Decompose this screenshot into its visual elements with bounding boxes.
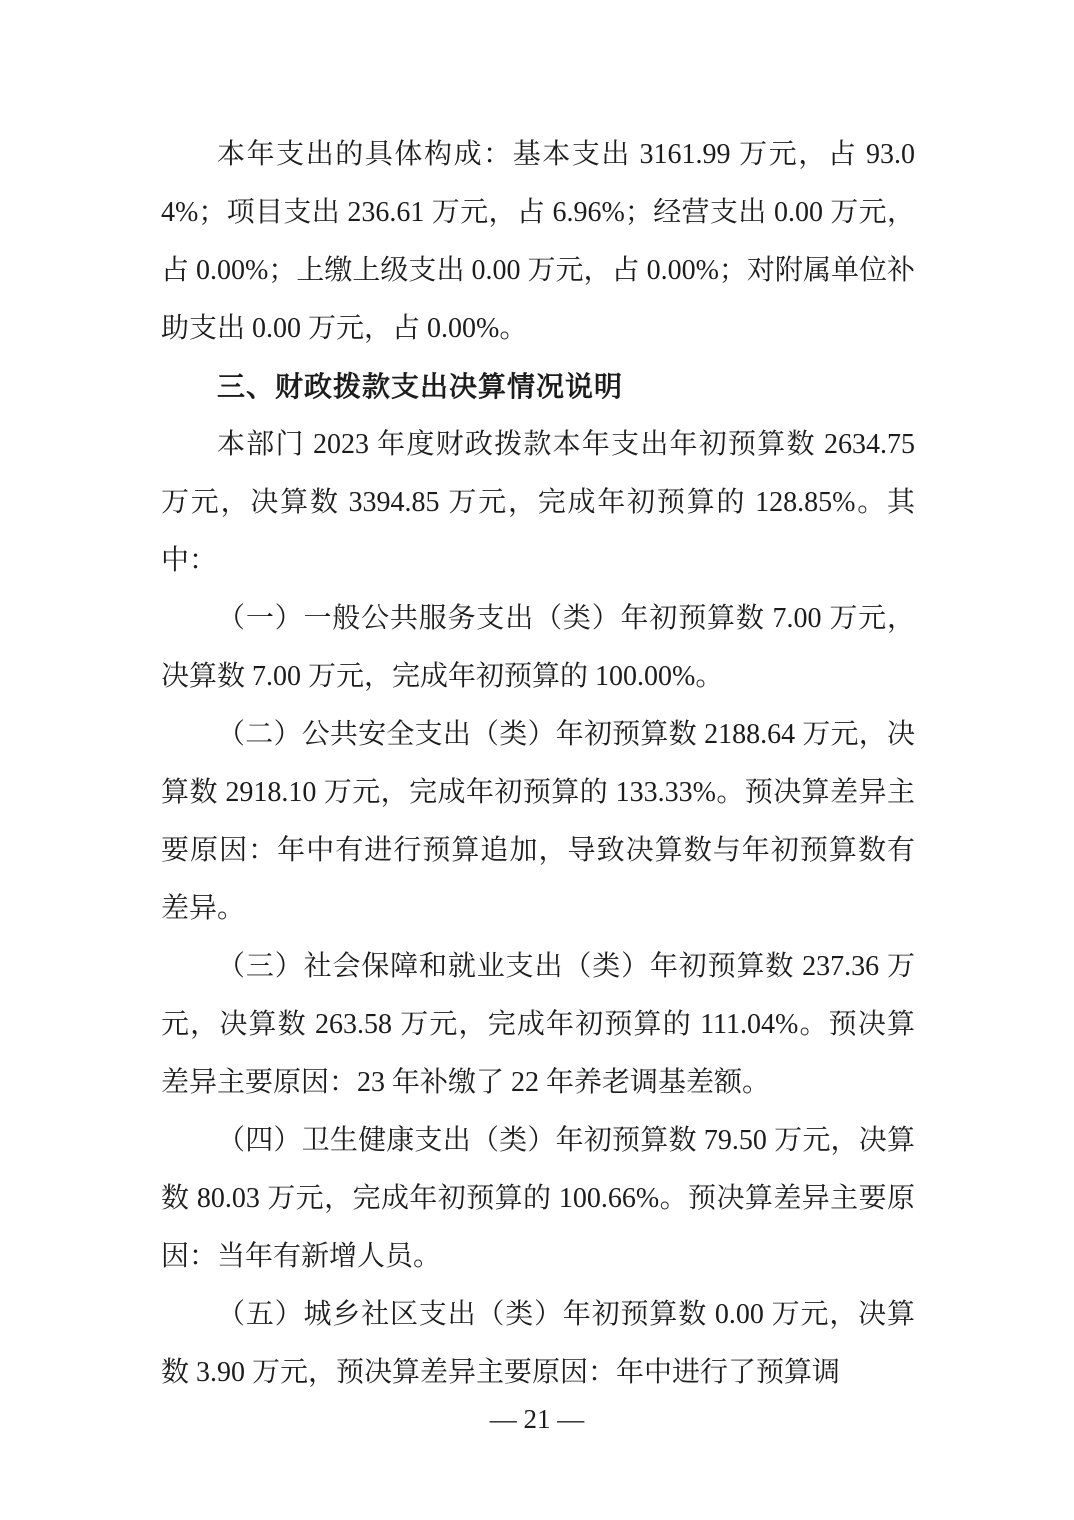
para-item-2-public-security: （二）公共安全支出（类）年初预算数 2188.64 万元，决算数 2918.10 万元，完成年初预算的 133.33%。预决算差异主要原因：年中有进行预算追加，导致决算数与年初预算数有差异。 — [161, 719, 915, 924]
para-item-3-social-security-employment: （三）社会保障和就业支出（类）年初预算数 237.36 万元，决算数 263.58 万元，完成年初预算的 111.04%。预决算差异主要原因：23 年补缴了 22 年养老调基差额。 — [161, 951, 915, 1098]
para-budget-overview: 本部门 2023 年度财政拨款本年支出年初预算数 2634.75 万元，决算数 3394.85 万元，完成年初预算的 128.85%。其中： — [161, 429, 915, 576]
para-item-5-urban-rural-community: （五）城乡社区支出（类）年初预算数 0.00 万元，决算数 3.90 万元，预决算差异主要原因：年中进行了预算调 — [161, 1299, 915, 1388]
para-item-4-health: （四）卫生健康支出（类）年初预算数 79.50 万元，决算数 80.03 万元，完成年初预算的 100.66%。预决算差异主要原因：当年有新增人员。 — [161, 1125, 915, 1272]
page-number: — 21 — — [489, 1404, 585, 1434]
section-heading-fiscal-appropriation-expenditure: 三、财政拨款支出决算情况说明 — [217, 371, 624, 402]
para-item-1-general-public-services: （一）一般公共服务支出（类）年初预算数 7.00 万元，决算数 7.00 万元，完成年初预算的 100.00%。 — [161, 603, 915, 692]
page-body — [161, 126, 915, 1402]
page-footer — [0, 1399, 1074, 1439]
para-expenditure-composition: 本年支出的具体构成：基本支出 3161.99 万元，占 93.04%；项目支出 236.61 万元，占 6.96%；经营支出 0.00 万元，占 0.00%；上缴上级支出 0.00 万元，占 0.00%；对附属单位补助支出 0.00 万元，占 0.00%。 — [161, 139, 915, 344]
